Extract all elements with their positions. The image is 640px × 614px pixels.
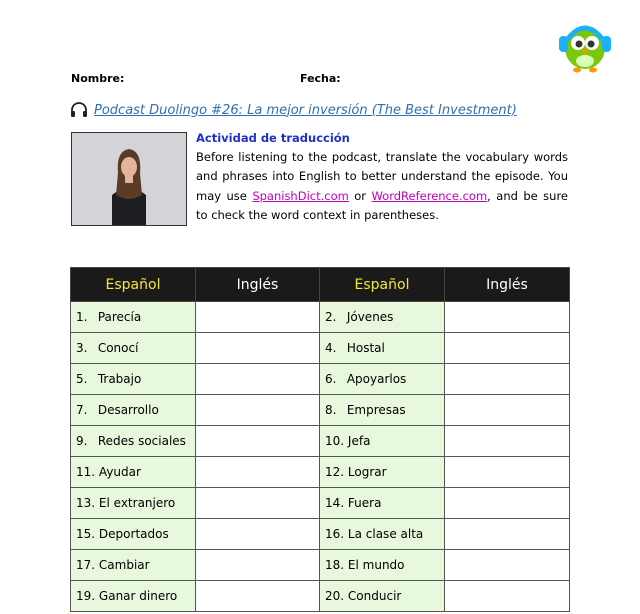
english-answer-cell[interactable]	[445, 395, 570, 426]
spanish-word: Cambiar	[98, 558, 150, 572]
item-number: 7.	[76, 403, 88, 417]
item-number: 6.	[325, 372, 337, 386]
spanish-word-cell	[320, 488, 445, 519]
spanishdict-link[interactable]: SpanishDict.com	[252, 188, 349, 203]
spanish-word: Parecía	[97, 310, 142, 324]
spanish-word-cell	[71, 457, 196, 488]
english-answer-cell[interactable]	[445, 457, 570, 488]
spanish-word-cell	[71, 364, 196, 395]
item-number: 3.	[76, 341, 88, 355]
english-answer-cell[interactable]	[196, 581, 320, 612]
spanish-word-cell	[320, 364, 445, 395]
table-row	[71, 519, 570, 550]
spanish-word: Redes sociales	[97, 434, 186, 448]
item-number: 16.	[325, 527, 345, 541]
item-number: 4.	[325, 341, 337, 355]
item-number: 5.	[76, 372, 88, 386]
table-row	[71, 457, 570, 488]
english-answer-cell[interactable]	[445, 488, 570, 519]
english-answer-cell[interactable]	[445, 581, 570, 612]
table-header-row	[71, 268, 570, 302]
english-answer-cell[interactable]	[445, 333, 570, 364]
column-header-ingles: Inglés	[445, 268, 570, 302]
vocabulary-table	[70, 267, 570, 612]
instructions-text: , and be sure to check the word context in parentheses.	[196, 188, 568, 222]
spanish-word: Trabajo	[97, 372, 142, 386]
spanish-word: El mundo	[347, 558, 405, 572]
spanish-word: Fuera	[347, 496, 382, 510]
item-number: 11.	[76, 465, 96, 479]
table-row	[71, 581, 570, 612]
spanish-word-cell	[320, 519, 445, 550]
spanish-word: Ayudar	[98, 465, 141, 479]
instructions-text: or	[348, 188, 372, 203]
item-number: 1.	[76, 310, 88, 324]
table-row	[71, 364, 570, 395]
english-answer-cell[interactable]	[445, 426, 570, 457]
spanish-word-cell	[71, 333, 196, 364]
item-number: 20.	[325, 589, 345, 603]
table-row	[71, 426, 570, 457]
english-answer-cell[interactable]	[196, 426, 320, 457]
spanish-word: Desarrollo	[97, 403, 159, 417]
nombre-label: Nombre:	[71, 72, 125, 85]
spanish-word-cell	[71, 488, 196, 519]
item-number: 9.	[76, 434, 88, 448]
podcast-title-row	[70, 102, 517, 118]
english-answer-cell[interactable]	[445, 302, 570, 333]
item-number: 12.	[325, 465, 345, 479]
spanish-word: El extranjero	[98, 496, 176, 510]
spanish-word-cell	[320, 581, 445, 612]
english-answer-cell[interactable]	[445, 364, 570, 395]
english-answer-cell[interactable]	[445, 550, 570, 581]
column-header-ingles: Inglés	[196, 268, 320, 302]
table-row	[71, 302, 570, 333]
spanish-word-cell	[320, 457, 445, 488]
activity-heading: Actividad de traducción	[196, 131, 350, 145]
column-header-espanol: Español	[71, 268, 196, 302]
presenter-photo	[71, 132, 187, 226]
item-number: 13.	[76, 496, 96, 510]
spanish-word: Empresas	[346, 403, 406, 417]
spanish-word: Jóvenes	[346, 310, 394, 324]
item-number: 18.	[325, 558, 345, 572]
spanish-word-cell	[320, 302, 445, 333]
table-row	[71, 488, 570, 519]
spanish-word: Deportados	[98, 527, 169, 541]
english-answer-cell[interactable]	[196, 457, 320, 488]
english-answer-cell[interactable]	[196, 519, 320, 550]
english-answer-cell[interactable]	[196, 395, 320, 426]
spanish-word-cell	[320, 426, 445, 457]
headphones-icon	[70, 102, 88, 118]
wordreference-link[interactable]: WordReference.com	[371, 188, 488, 203]
podcast-title-link[interactable]: Podcast Duolingo #26: La mejor inversión (The Best Investment)	[94, 102, 517, 118]
item-number: 8.	[325, 403, 337, 417]
item-number: 19.	[76, 589, 96, 603]
spanish-word-cell	[71, 302, 196, 333]
item-number: 14.	[325, 496, 345, 510]
spanish-word: La clase alta	[347, 527, 424, 541]
english-answer-cell[interactable]	[196, 364, 320, 395]
english-answer-cell[interactable]	[196, 488, 320, 519]
english-answer-cell[interactable]	[445, 519, 570, 550]
english-answer-cell[interactable]	[196, 550, 320, 581]
spanish-word-cell	[71, 395, 196, 426]
spanish-word: Conocí	[97, 341, 139, 355]
spanish-word: Jefa	[347, 434, 371, 448]
spanish-word: Apoyarlos	[346, 372, 407, 386]
spanish-word-cell	[71, 519, 196, 550]
spanish-word-cell	[320, 333, 445, 364]
activity-instructions	[196, 148, 568, 225]
duolingo-owl-headphones-icon	[553, 14, 617, 74]
english-answer-cell[interactable]	[196, 333, 320, 364]
item-number: 17.	[76, 558, 96, 572]
spanish-word-cell	[71, 550, 196, 581]
spanish-word: Hostal	[346, 341, 385, 355]
activity-section	[196, 131, 568, 225]
spanish-word-cell	[320, 550, 445, 581]
column-header-espanol: Español	[320, 268, 445, 302]
spanish-word: Ganar dinero	[98, 589, 178, 603]
item-number: 2.	[325, 310, 337, 324]
fecha-label: Fecha:	[300, 72, 341, 85]
english-answer-cell[interactable]	[196, 302, 320, 333]
spanish-word-cell	[320, 395, 445, 426]
item-number: 10.	[325, 434, 345, 448]
instructions-text: Before listening to the podcast, translate the vocabulary words and phrases into English to better understand the episode. You may use	[196, 150, 568, 203]
table-row	[71, 550, 570, 581]
spanish-word: Lograr	[347, 465, 387, 479]
spanish-word: Conducir	[347, 589, 402, 603]
item-number: 15.	[76, 527, 96, 541]
spanish-word-cell	[71, 581, 196, 612]
table-row	[71, 333, 570, 364]
spanish-word-cell	[71, 426, 196, 457]
table-row	[71, 395, 570, 426]
